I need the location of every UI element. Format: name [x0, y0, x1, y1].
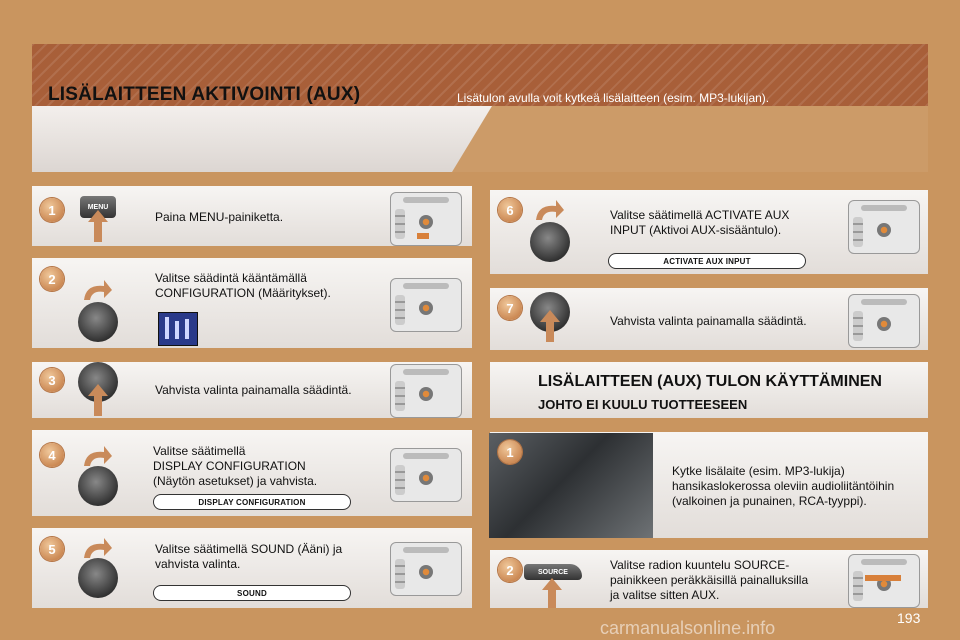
radio-unit-icon — [390, 192, 462, 246]
page-title: LISÄLAITTEEN AKTIVOINTI (AUX) — [48, 84, 361, 105]
rotate-arrow-icon — [534, 200, 564, 222]
radio-unit-icon — [848, 200, 920, 254]
radio-unit-icon — [390, 448, 462, 502]
press-arrow-icon — [542, 578, 562, 608]
press-arrow-icon — [88, 384, 108, 416]
radio-unit-icon — [848, 554, 920, 608]
menu-option-pill: DISPLAY CONFIGURATION — [153, 494, 351, 510]
usage-step-number-2: 2 — [498, 558, 522, 582]
usage-step-text-1: Kytke lisälaite (esim. MP3-lukija) hansikaslokerossa oleviin audioliitäntöihin (valkoinen ja punainen, RCA-tyyppi). — [672, 464, 895, 508]
step-number-1: 1 — [40, 198, 64, 222]
radio-unit-icon — [390, 278, 462, 332]
step-text-1: Paina MENU-painiketta. — [155, 210, 284, 224]
step-number-6: 6 — [498, 198, 522, 222]
step-text-4: Valitse säätimellä DISPLAY CONFIGURATION (Näytön asetukset) ja vahvista. — [153, 444, 318, 488]
radio-unit-icon — [848, 294, 920, 348]
usage-step-text-2: Valitse radion kuuntelu SOURCE- painikkeen peräkkäisillä painalluksilla ja valitse sitten AUX. — [610, 558, 809, 602]
menu-button: MENU — [80, 196, 116, 218]
watermark: carmanualsonline.info — [600, 618, 776, 638]
radio-unit-icon — [390, 364, 462, 418]
header-panel — [32, 44, 928, 172]
step-number-2: 2 — [40, 267, 64, 291]
title-band-accent — [452, 106, 928, 172]
configuration-icon — [158, 312, 198, 346]
rotate-arrow-icon — [82, 280, 112, 302]
menu-option-pill: SOUND — [153, 585, 351, 601]
page-number: 193 — [897, 610, 921, 626]
step-text-6: Valitse säätimellä ACTIVATE AUX INPUT (Aktivoi AUX-sisääntulo). — [610, 208, 790, 237]
usage-subtitle: JOHTO EI KUULU TUOTTEESEEN — [538, 397, 748, 412]
title-band — [32, 106, 928, 172]
step-number-3: 3 — [40, 368, 64, 392]
usage-title: LISÄLAITTEEN (AUX) TULON KÄYTTÄMINEN — [538, 373, 882, 390]
step-text-7: Vahvista valinta painamalla säädintä. — [610, 314, 807, 328]
radio-unit-icon — [390, 542, 462, 596]
rotate-arrow-icon — [82, 446, 112, 468]
step-number-5: 5 — [40, 537, 64, 561]
menu-option-pill: ACTIVATE AUX INPUT — [608, 253, 806, 269]
step-text-2: Valitse säädintä kääntämällä CONFIGURATION (Määritykset). — [155, 271, 331, 300]
rotate-arrow-icon — [82, 538, 112, 560]
press-arrow-icon — [88, 210, 108, 242]
step-text-5: Valitse säätimellä SOUND (Ääni) ja vahvista valinta. — [155, 542, 343, 571]
step-number-7: 7 — [498, 296, 522, 320]
usage-step-number-1: 1 — [498, 440, 522, 464]
press-arrow-icon — [540, 310, 560, 342]
intro-text: Lisätulon avulla voit kytkeä lisälaitteen (esim. MP3-lukijan). — [457, 91, 770, 105]
step-number-4: 4 — [40, 443, 64, 467]
step-text-3: Vahvista valinta painamalla säädintä. — [155, 383, 352, 397]
source-button: SOURCE — [524, 564, 582, 580]
